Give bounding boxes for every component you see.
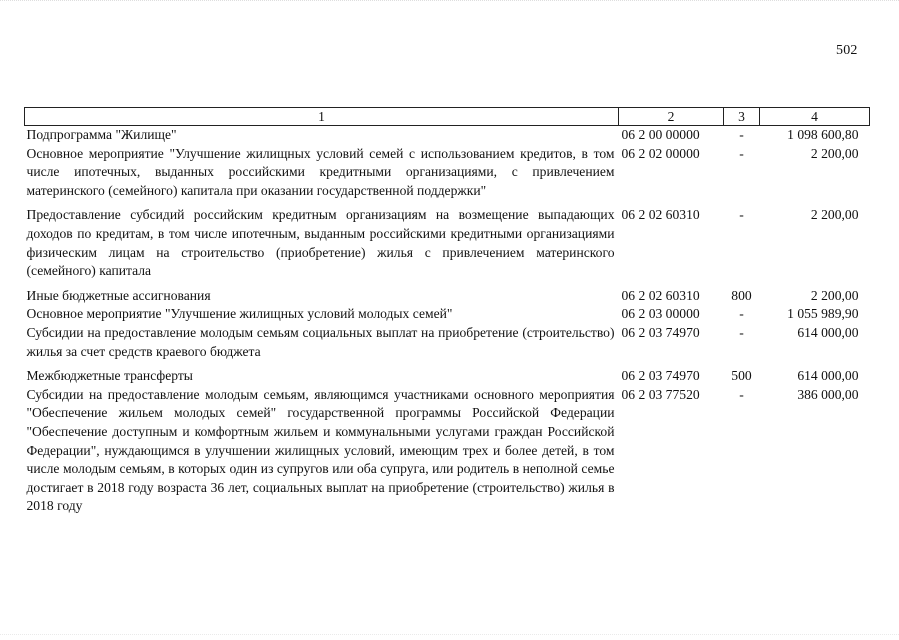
row-name: Основное мероприятие "Улучшение жилищных условий семей с использованием кредитов, в том числе ипотечных, выданных российскими кредитными организациями, с привлечением материнского (семейного) капитала при оказании государственной поддержки" bbox=[26, 145, 615, 198]
row-code: 06 2 02 00000 bbox=[621, 145, 700, 161]
row-amount: 2 200,00 bbox=[810, 207, 859, 223]
scan-edge-top bbox=[0, 0, 899, 6]
row-amount: 614 000,00 bbox=[797, 324, 859, 340]
row-code: 06 2 02 60310 bbox=[621, 287, 700, 303]
row-amount: 614 000,00 bbox=[797, 368, 859, 384]
table-row bbox=[25, 367, 870, 386]
row-expense-type: - bbox=[739, 127, 744, 142]
header-row bbox=[25, 108, 870, 126]
row-amount: 1 098 600,80 bbox=[787, 127, 859, 142]
table-row bbox=[25, 287, 870, 306]
row-amount: 386 000,00 bbox=[797, 386, 859, 402]
row-name: Межбюджетные трансферты bbox=[26, 368, 193, 384]
header-col-1: 1 bbox=[25, 108, 619, 126]
row-name: Субсидии на предоставление молодым семьям социальных выплат на приобретение (строительство) жилья за счет средств краевого бюджета bbox=[26, 324, 615, 359]
table-row bbox=[25, 206, 870, 286]
table-row bbox=[25, 305, 870, 324]
scan-edge-bottom bbox=[0, 630, 899, 635]
row-code: 06 2 02 60310 bbox=[621, 207, 700, 223]
table-row bbox=[25, 386, 870, 516]
row-expense-type: - bbox=[739, 324, 744, 340]
row-expense-type: - bbox=[739, 207, 744, 223]
header-col-2: 2 bbox=[619, 108, 724, 126]
header-col-4: 4 bbox=[760, 108, 870, 126]
header-col-3: 3 bbox=[724, 108, 760, 126]
row-expense-type: - bbox=[739, 306, 744, 322]
row-expense-type: - bbox=[739, 145, 744, 161]
row-name: Подпрограмма "Жилище" bbox=[26, 127, 177, 142]
row-amount: 2 200,00 bbox=[810, 287, 859, 303]
row-name: Иные бюджетные ассигнования bbox=[26, 287, 211, 303]
row-expense-type: - bbox=[739, 386, 744, 402]
row-amount: 1 055 989,90 bbox=[787, 306, 859, 322]
table-header bbox=[25, 108, 870, 126]
table-row bbox=[25, 324, 870, 367]
row-code: 06 2 03 74970 bbox=[621, 324, 700, 340]
row-code: 06 2 03 77520 bbox=[621, 386, 700, 402]
row-amount: 2 200,00 bbox=[810, 145, 859, 161]
row-code: 06 2 03 00000 bbox=[621, 306, 700, 322]
budget-table bbox=[24, 107, 870, 516]
row-code: 06 2 00 00000 bbox=[621, 127, 700, 142]
row-code: 06 2 03 74970 bbox=[621, 368, 700, 384]
page-number: 502 bbox=[836, 43, 858, 58]
budget-table-container bbox=[24, 107, 869, 516]
table-body bbox=[25, 126, 870, 516]
row-expense-type: 500 bbox=[731, 368, 752, 384]
row-name: Предоставление субсидий российским кредитным организациям на возмещение выпадающих доходов по кредитам, в том числе ипотечным, выданным российскими кредитными организациями физическим лицам на строительство (приобретение) жилья с привлечением материнского (семейного) капитала bbox=[26, 207, 615, 279]
row-expense-type: 800 bbox=[731, 287, 752, 303]
row-name: Субсидии на предоставление молодым семьям, являющимся участниками основного мероприятия "Обеспечение жильем молодых семей" государственной программы Российской Федерации "Обеспечение доступным и комфортным жильем и коммунальными услугами граждан Российской Федерации", нуждающимся в улучшении жилищных условий, имеющим трех и более детей, в том числе молодым семьям, в которых один из супругов или оба супруга, или родитель в неполной семье достигает в 2018 году возраста 36 лет, социальных выплат на приобретение (строительство) жилья в 2018 году bbox=[26, 386, 615, 514]
table-row bbox=[25, 145, 870, 207]
row-name: Основное мероприятие "Улучшение жилищных условий молодых семей" bbox=[26, 306, 453, 322]
table-row bbox=[25, 126, 870, 145]
